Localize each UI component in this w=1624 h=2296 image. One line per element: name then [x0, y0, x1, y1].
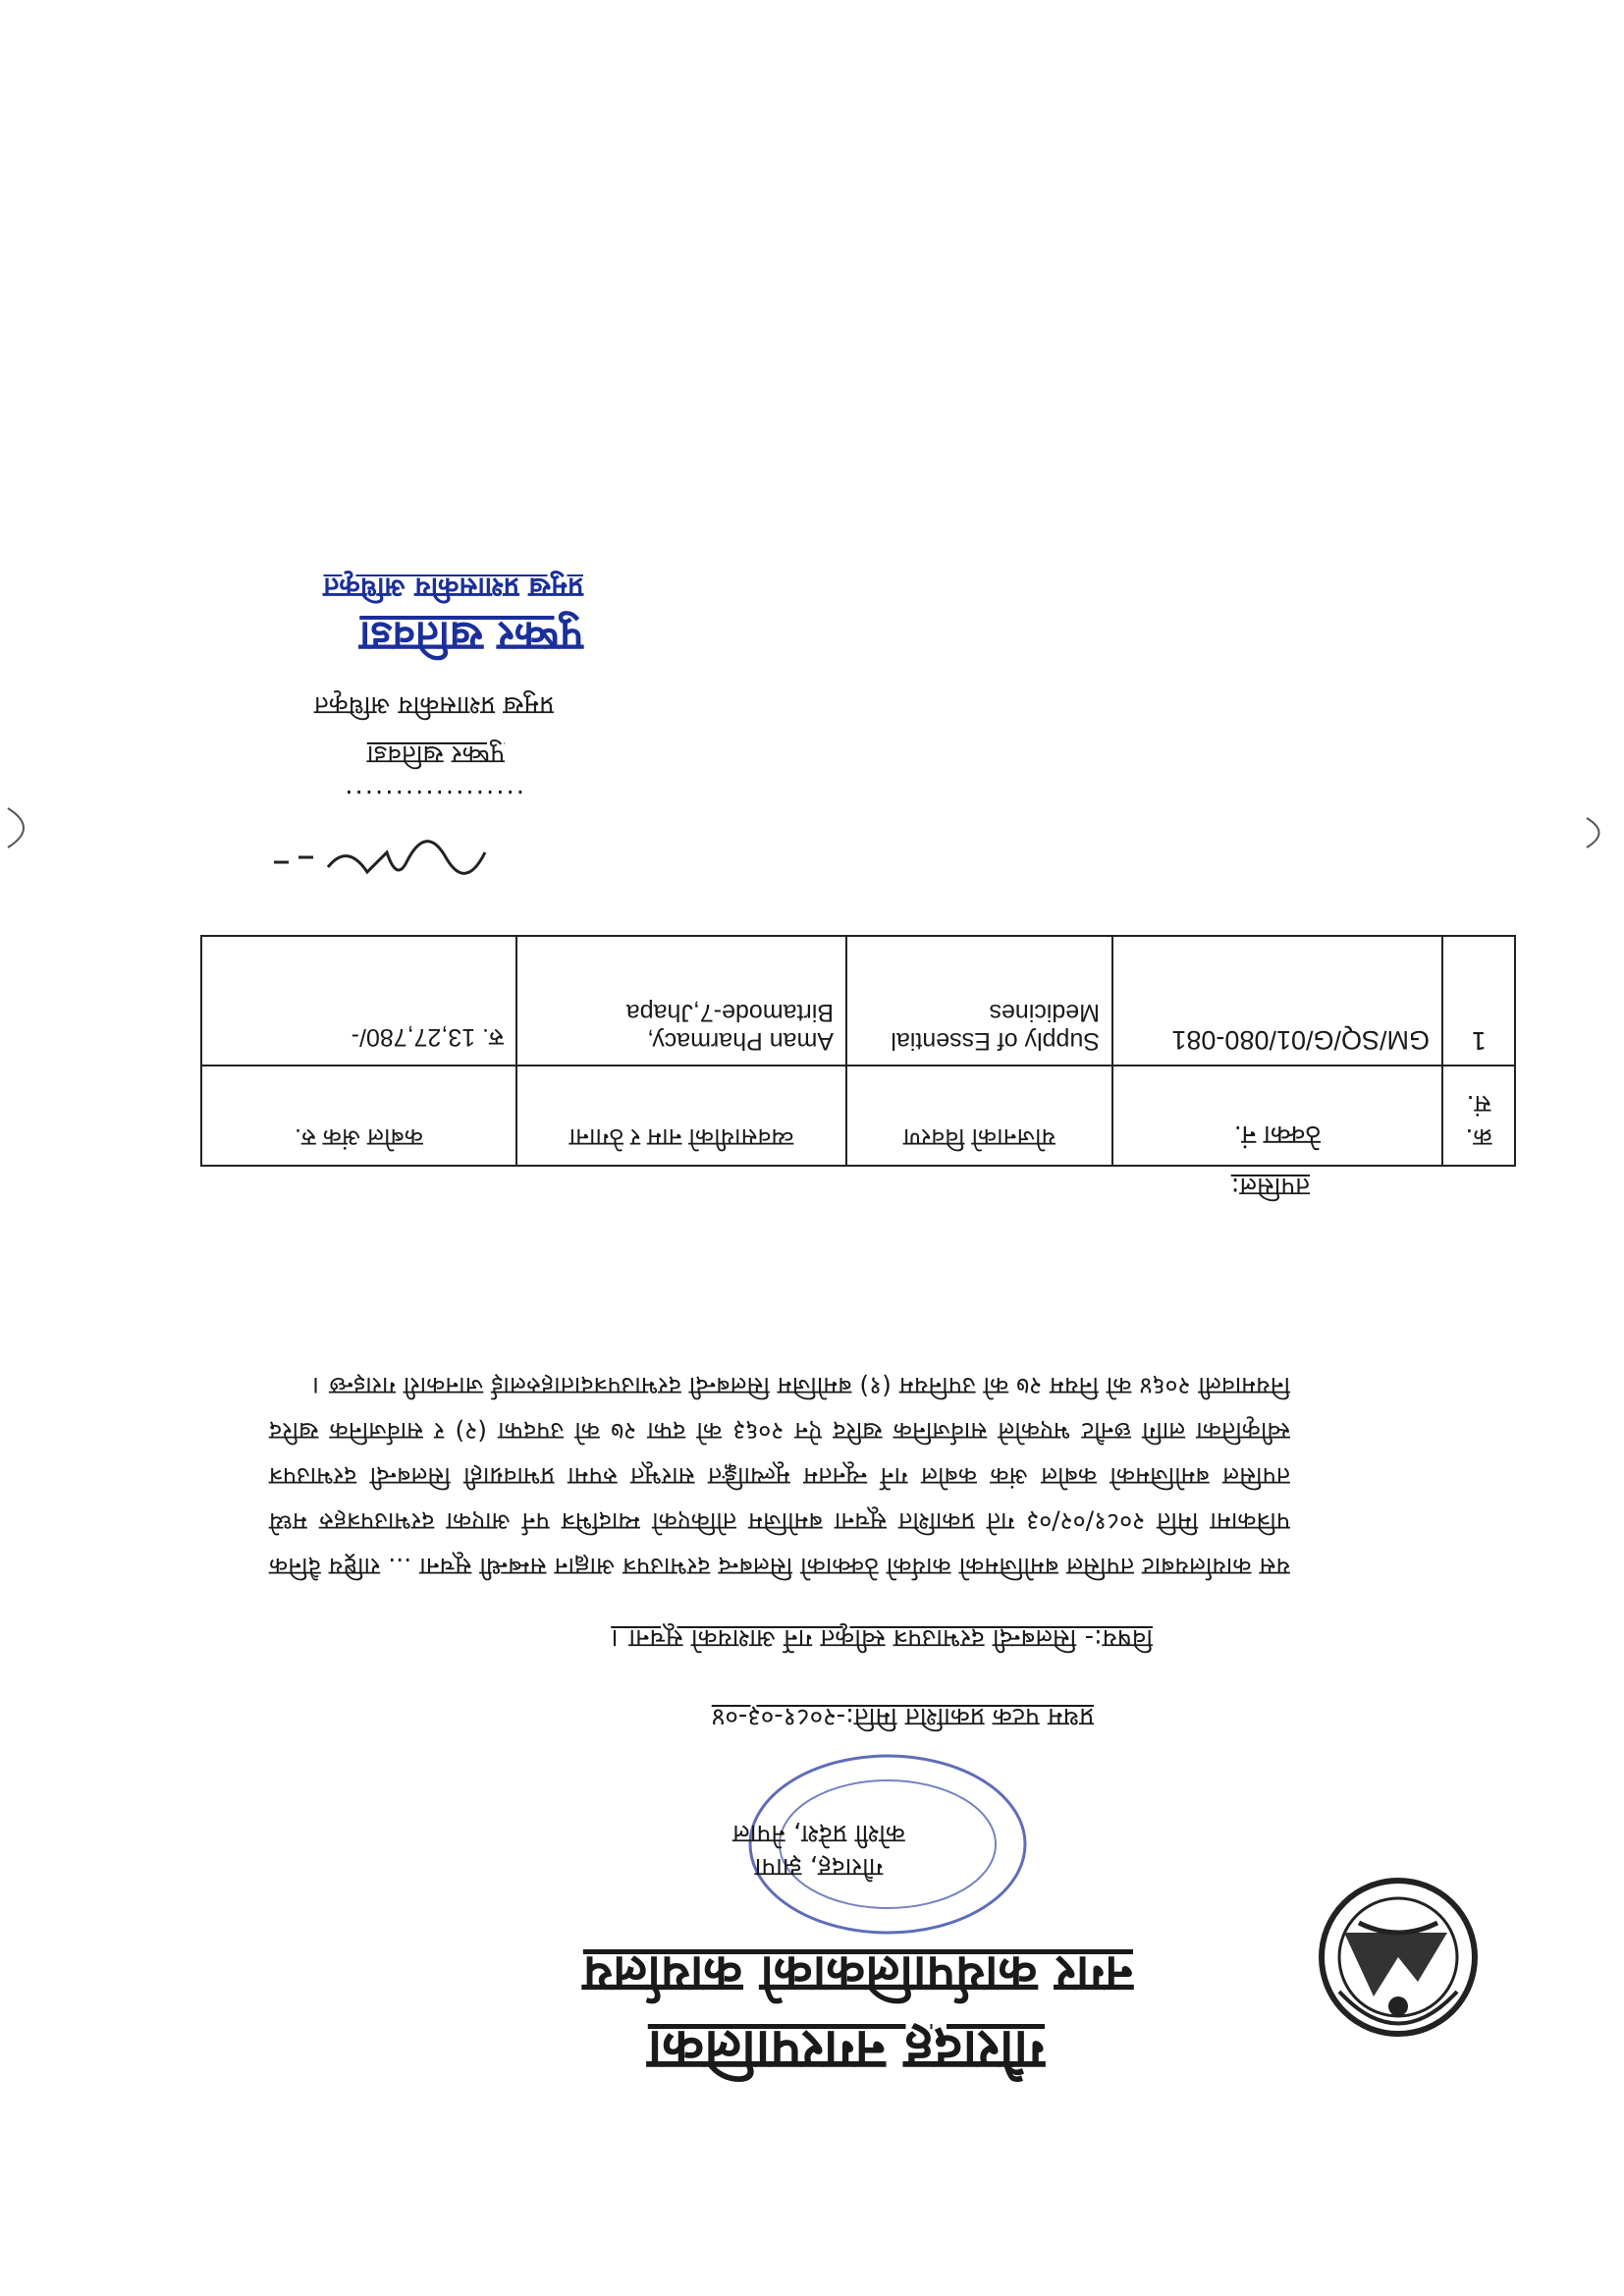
stamp-signatory-name: पुष्कर खतिवडा	[359, 613, 583, 661]
cell-desc: Supply of Essential Medicines	[846, 936, 1112, 1066]
dispatch-office: गौरादह, झापा	[754, 1852, 884, 1882]
cell-sn: 1	[1442, 936, 1515, 1066]
header-ref: ठेक्का नं.	[1112, 1066, 1442, 1166]
office-title: नगर कार्यपालिकाको कार्यालय	[582, 1944, 1133, 2003]
signature-line: ..................	[343, 784, 524, 813]
dispatch-stamp-text	[681, 1817, 956, 1884]
cell-amount: रु. 13,27,780/-	[201, 936, 516, 1066]
header-sn: क्र. सं.	[1442, 1066, 1515, 1166]
notice-body: यस कार्यालयबाट तपसिल बमोजिमको कार्यको ठेक्काको सिलबन्द दरभाउपत्र आह्वान सम्बन्धी सूचना ... राष्ट्रिय दैनिक पत्रिकामा मिति २०८१/०२/०३ गते प्रकाशित सूचना बमोजिम तोकिएको म्यादभित्र पर्न आएका दरभाउपत्रहरु मध्ये तपसिल बमोजिमको कबोल अंक कबोल गर्ने न्यूनतम मूल्याङ्कित सारभूत रुपमा प्रभावग्राही सिलबन्दी दरभाउपत्र स्वीकृतिका लागि छनौट भएकोले सार्वजनिक खरिद ऐन २०६३ को दफा २७ को उपदफा (२) र सार्वजनिक खरिद नियमावली २०६४ को नियम २७ को उपनियम (१) बमोजिम सिलबन्दी दरभाउपत्रदाताहरुलाई जानकारी गराइन्छ ।	[269, 1372, 1290, 1581]
table-row	[201, 936, 1515, 1066]
table-header-row	[201, 1066, 1515, 1166]
punch-hole-icon	[4, 803, 43, 852]
publication-date: प्रथम पटक प्रकाशित मिति:-२०८१-०३-०४	[711, 1702, 1094, 1731]
municipality-title: गौरादह नगरपालिका	[647, 2018, 1045, 2082]
cell-vendor: Aman Pharmacy, Birtamode-7,Jhapa	[516, 936, 846, 1066]
punch-hole-icon	[1583, 813, 1616, 852]
handwritten-signature-icon	[269, 823, 495, 902]
header-amount: कबोल अंक रु.	[201, 1066, 516, 1166]
dispatch-province: कोशी प्रदेश, नेपाल	[732, 1819, 905, 1848]
award-table	[200, 935, 1516, 1167]
details-label: तपसिल:	[1230, 1172, 1310, 1201]
signatory-name: पुष्कर खतिवडा	[366, 739, 505, 769]
cell-ref: GM/SQ/G/01/080-081	[1112, 936, 1442, 1066]
nepal-emblem-icon	[1310, 1864, 1487, 2050]
signatory-title: प्रमुख प्रशासकीय अधिकृत	[313, 690, 554, 720]
notice-subject: विषय:- सिलबन्दी दरभाउपत्र स्वीकृत गर्ने आशयको सूचना ।	[611, 1623, 1153, 1653]
stamp-signatory-title: प्रमुख प्रशासकीय अधिकृत	[323, 572, 583, 604]
header-vendor: व्यवसायीको नाम र ठेगाना	[516, 1066, 846, 1166]
header-desc: योजनाको विवरण	[846, 1066, 1112, 1166]
